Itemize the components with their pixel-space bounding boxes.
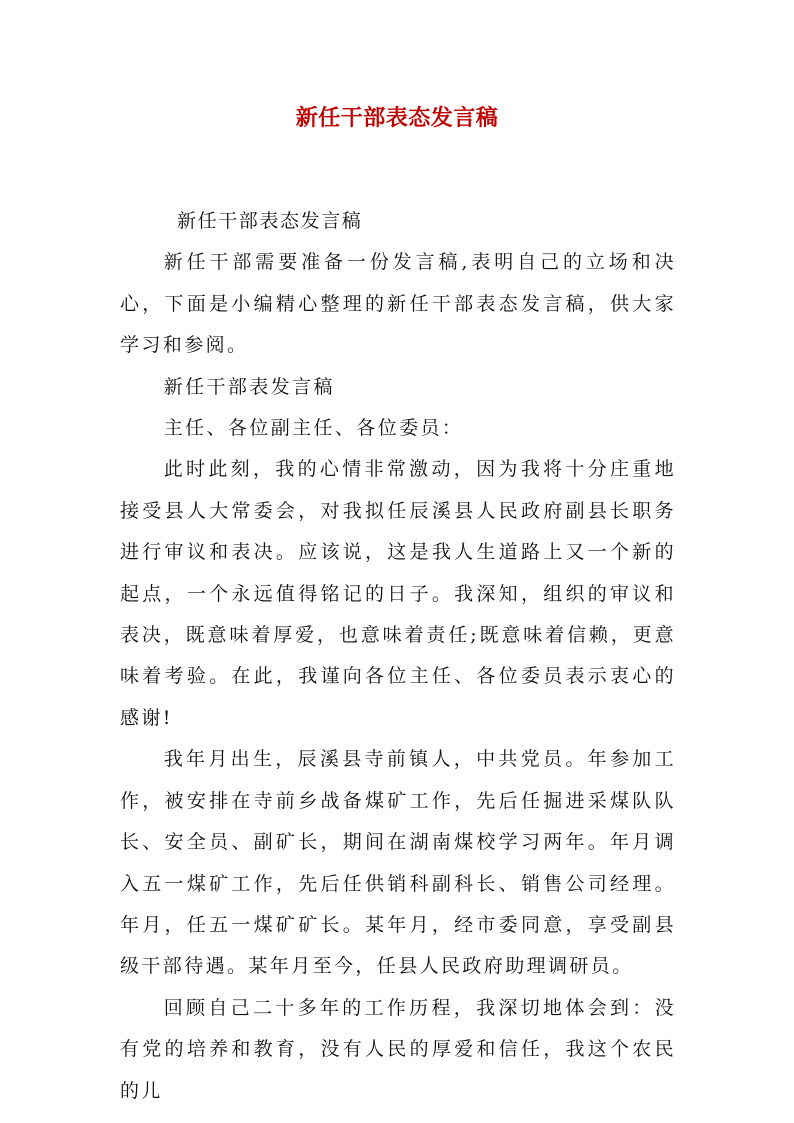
paragraph-gratitude: 此时此刻，我的心情非常激动，因为我将十分庄重地接受县人大常委会，对我拟任辰溪县人民政府副县长职务进行审议和表决。应该说，这是我人生道路上又一个新的起点，一个永远值得铭记的日子。我深知，组织的审议和表决，既意味着厚爱，也意味着责任;既意味着信赖，更意味着考验。在此，我谨向各位主任、各位委员表示衷心的感谢! bbox=[120, 458, 676, 729]
paragraph-intro: 新任干部需要准备一份发言稿,表明自己的立场和决心，下面是小编精心整理的新任干部表态发言稿，供大家学习和参阅。 bbox=[120, 251, 676, 357]
document-title: 新任干部表态发言稿 bbox=[295, 105, 499, 131]
paragraph-biography: 我年月出生，辰溪县寺前镇人，中共党员。年参加工作，被安排在寺前乡战备煤矿工作，先后任掘进采煤队队长、安全员、副矿长，期间在湖南煤校学习两年。年月调入五一煤矿工作，先后任供销科副科长、销售公司经理。年月，任五一煤矿矿长。某年月，经市委同意，享受副县级干部待遇。某年月至今，任县人民政府助理调研员。 bbox=[120, 748, 676, 978]
paragraph-reflection: 回顾自己二十多年的工作历程，我深切地体会到：没有党的培养和教育，没有人民的厚爱和信任，我这个农民的儿 bbox=[120, 996, 676, 1102]
paragraph-subtitle: 新任干部表态发言稿 bbox=[177, 210, 363, 232]
document-body bbox=[120, 201, 676, 1112]
paragraph-speech-heading: 新任干部表发言稿 bbox=[163, 375, 335, 398]
paragraph-salutation: 主任、各位副主任、各位委员： bbox=[163, 417, 464, 440]
